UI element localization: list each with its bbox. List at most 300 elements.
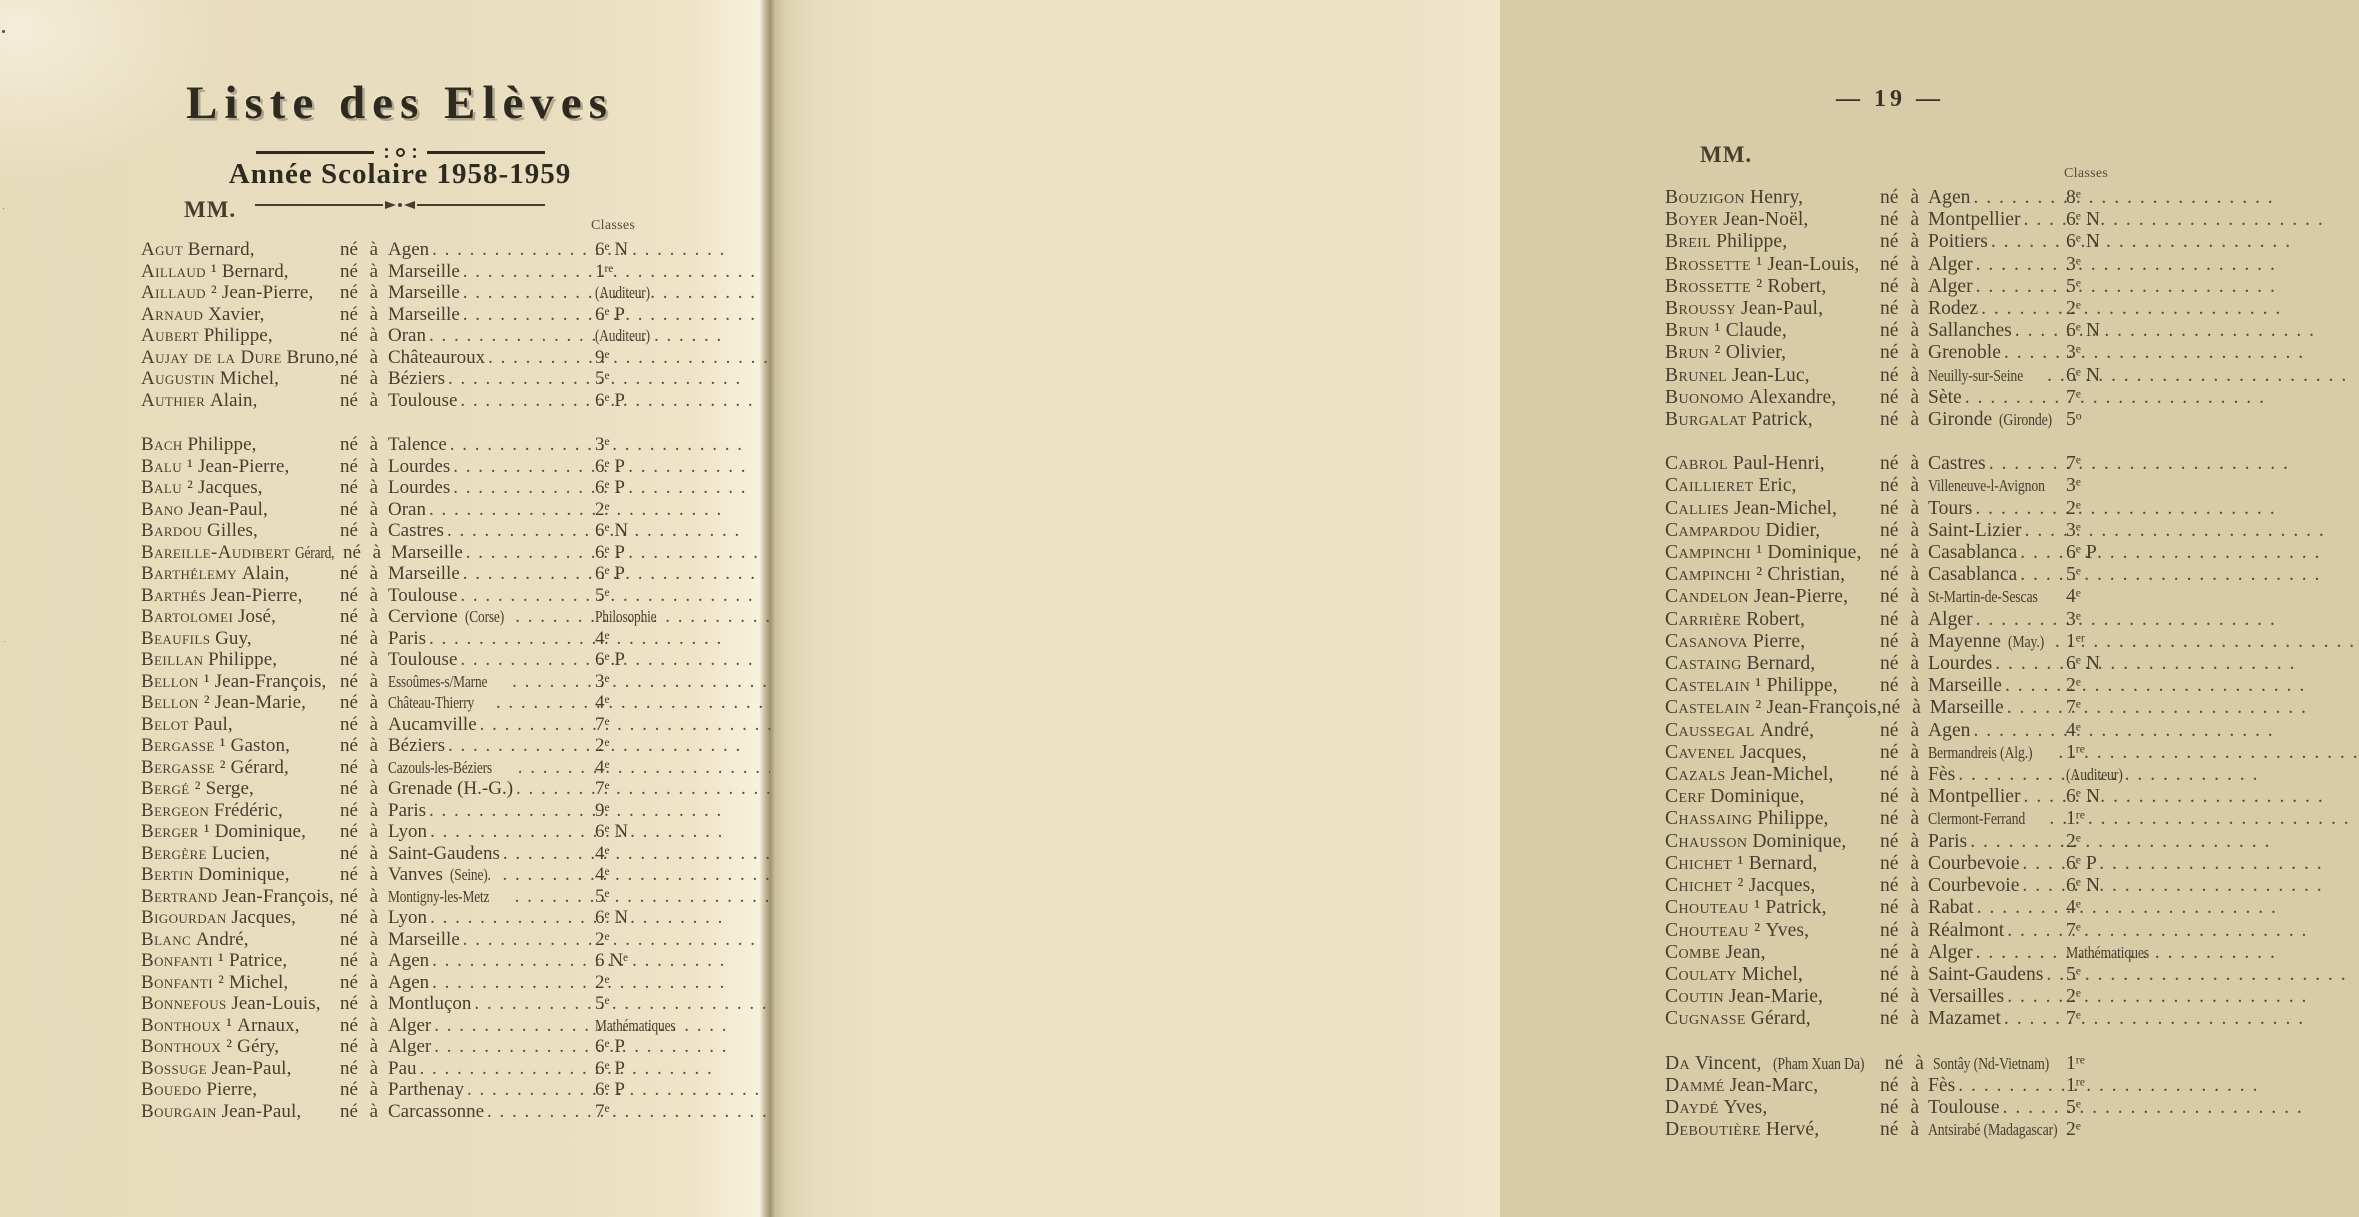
student-surname: Beillan: [141, 649, 204, 670]
born-label: né à: [1880, 986, 1920, 1008]
birthplace: Montpellier: [1928, 786, 2021, 808]
student-given-name: Jean-François,: [1766, 697, 1882, 719]
student-surname: Bach: [141, 434, 183, 455]
birthplace: Toulouse: [388, 584, 458, 606]
birthplace-cell: [388, 304, 595, 326]
born-label: né à: [1881, 697, 1921, 719]
student-row: [1665, 1008, 2215, 1030]
class-value: (Auditeur): [2066, 765, 2123, 785]
class-value: 6e P: [595, 455, 625, 477]
born-label: né à: [1880, 608, 1920, 630]
student-given-name: Jacques,: [1748, 875, 1816, 897]
student-row: [141, 1058, 701, 1080]
student-surname: Aubert: [141, 325, 199, 346]
born-label: né à: [1880, 630, 1920, 652]
student-surname: Callies: [1665, 497, 1730, 519]
student-given-name: Eric,: [1758, 475, 1797, 497]
student-name: [1665, 875, 1880, 897]
class-value: 3e: [2066, 475, 2082, 497]
student-row: [141, 993, 701, 1015]
student-surname: Brunel: [1665, 364, 1728, 386]
student-name: [141, 929, 340, 951]
born-label: né à: [340, 993, 379, 1014]
birthplace-cell: [388, 929, 595, 951]
student-row: [141, 563, 701, 585]
born-label: né à: [1880, 852, 1920, 874]
student-name: [141, 800, 340, 822]
born-label: né à: [1880, 719, 1920, 741]
birthplace-cell: [388, 477, 595, 499]
born-label: né à: [340, 670, 379, 692]
student-name: [141, 585, 340, 607]
dot-leader: [2055, 631, 2063, 653]
birthplace: Alger: [1928, 608, 1973, 630]
student-name: [141, 1079, 340, 1101]
student-given-name: Frédéric,: [213, 799, 283, 821]
birthplace-cell: [388, 456, 595, 478]
dot-leader: [1981, 298, 2063, 320]
ornament-dot: [398, 203, 402, 207]
student-name: [1665, 498, 1880, 520]
birthplace-cell: [1928, 942, 2066, 964]
student-name: [1665, 409, 1880, 431]
student-surname: Bouedo: [141, 1079, 202, 1100]
student-name: [1665, 764, 1880, 786]
birthplace-cell: [388, 757, 595, 779]
dot-leader: [463, 304, 592, 326]
student-surname: Candelon: [1665, 586, 1749, 608]
student-given-name: Patrice,: [228, 950, 288, 971]
student-name: [1665, 653, 1880, 675]
dot-leader: [503, 864, 592, 886]
birthplace-cell: [1928, 342, 2066, 364]
student-row: [1665, 831, 2215, 853]
birthplace: Fès: [1928, 1074, 1956, 1096]
birthplace-cell: [388, 993, 595, 1015]
student-surname: Beaufils: [141, 627, 211, 649]
birthplace-cell: [388, 1079, 595, 1101]
born-label: né à: [1880, 1096, 1920, 1118]
student-name: [141, 1101, 340, 1123]
birthplace-cell: [1928, 964, 2066, 986]
student-name: [141, 282, 340, 304]
dot-leader: [515, 886, 592, 908]
student-row: [1665, 675, 2215, 697]
born-label: né à: [1880, 275, 1920, 297]
student-given-name: Jean-Pierre,: [1753, 586, 1849, 608]
mm-label: MM.: [1700, 142, 1753, 167]
dot-leader: [1970, 831, 2063, 853]
student-given-name: Jean-Marie,: [1728, 986, 1824, 1008]
student-given-name: Michel,: [1741, 963, 1803, 985]
birthplace-cell: [1928, 764, 2066, 786]
student-given-name: Jean-Michel,: [1730, 764, 1834, 786]
student-name: [1665, 320, 1880, 342]
dot-leader: [447, 520, 592, 542]
born-label: né à: [340, 434, 379, 455]
birthplace-cell: [388, 1036, 595, 1058]
student-row: [1665, 875, 2215, 897]
dot-leader: [2024, 786, 2063, 808]
student-given-name: Jean-Marie,: [214, 692, 306, 713]
born-label: né à: [1880, 497, 1920, 519]
student-name: [1665, 720, 1880, 742]
born-label: né à: [340, 735, 379, 756]
student-surname: Chichet ²: [1665, 875, 1744, 897]
page-number: — 19 —: [1836, 86, 1944, 112]
student-surname: Bartolomei: [141, 606, 234, 627]
student-name: [1665, 697, 1882, 719]
student-row: [1665, 986, 2215, 1008]
student-surname: Barthés: [141, 584, 207, 606]
student-row: [1665, 387, 2215, 409]
school-year-subtitle: Année Scolaire 1958-1959: [228, 158, 572, 190]
class-value: 3e: [2066, 519, 2082, 541]
student-row: [141, 347, 701, 369]
student-surname: Bardou: [141, 520, 203, 541]
born-label: né à: [1880, 808, 1920, 830]
student-row: [141, 843, 701, 865]
student-row: [1665, 720, 2215, 742]
student-given-name: Jean-Paul,: [211, 1057, 292, 1079]
born-label: né à: [1880, 453, 1920, 475]
born-label: né à: [340, 346, 379, 368]
birthplace: Neuilly-sur-Seine: [1928, 365, 2024, 385]
student-row: [141, 585, 701, 607]
class-value: 5e: [2066, 1096, 2082, 1118]
student-name: [141, 778, 340, 800]
student-row: [1665, 631, 2215, 653]
student-surname: Bergère: [141, 842, 208, 864]
student-surname: Bossuge: [141, 1057, 208, 1079]
student-surname: Chausson: [1665, 830, 1748, 852]
student-name: [1665, 564, 1880, 586]
student-surname: Brun ¹: [1665, 320, 1721, 342]
student-name: [141, 477, 340, 499]
dot-leader: [2007, 697, 2063, 719]
student-name: [1665, 342, 1880, 364]
birthplace-cell: [388, 606, 595, 628]
birthplace: Alger: [1928, 253, 1973, 275]
dot-leader: [429, 628, 592, 650]
birthplace: Sontây (Nd-Vietnam): [1932, 1053, 2049, 1073]
born-label: né à: [340, 1057, 379, 1079]
student-surname: Bano: [141, 498, 184, 520]
student-given-name: José,: [237, 606, 276, 627]
class-value: 6e N: [2066, 231, 2101, 253]
student-name: [1665, 387, 1880, 409]
student-given-name: Dominique,: [214, 821, 306, 842]
birthplace-cell: [1928, 986, 2066, 1008]
ornament-line: [417, 204, 545, 206]
class-value: 7e: [2066, 386, 2082, 408]
student-name: [141, 606, 340, 628]
birthplace-cell: [391, 542, 595, 564]
classes-column-header: Classes: [591, 218, 636, 233]
born-label: né à: [1880, 830, 1920, 852]
student-name: [1665, 254, 1880, 276]
student-given-name: Dominique,: [198, 864, 290, 885]
student-name: [1665, 609, 1880, 631]
student-given-name: Jean-Marc,: [1729, 1074, 1819, 1096]
born-label: né à: [340, 928, 379, 950]
student-surname: Berger ¹: [141, 821, 210, 842]
birthplace: Paris: [388, 799, 426, 821]
born-label: né à: [340, 950, 379, 971]
born-label: né à: [1880, 231, 1920, 253]
birthplace-cell: [1928, 675, 2066, 697]
student-row: [141, 499, 701, 521]
class-value: 7e: [595, 1100, 610, 1122]
class-value: 6e N: [595, 907, 629, 928]
student-given-name: Jacques,: [198, 477, 263, 498]
dot-leader: [463, 282, 592, 304]
student-given-name: Guy,: [215, 627, 252, 649]
class-value: 6e P: [595, 389, 625, 411]
student-surname: Aujay de la Dure: [141, 346, 282, 368]
born-label: né à: [340, 756, 379, 778]
dot-leader: [2022, 875, 2063, 897]
born-label: né à: [1880, 1074, 1920, 1096]
student-group: [1665, 1053, 2215, 1142]
dot-leader: [2025, 520, 2063, 542]
dot-leader: [1995, 653, 2063, 675]
dot-leader: [516, 778, 592, 800]
birthplace-cell: [388, 843, 595, 865]
birthplace-cell: [1928, 720, 2066, 742]
student-row: [1665, 298, 2215, 320]
student-surname: Castaing: [1665, 653, 1742, 675]
arrow-left-icon: [404, 201, 415, 209]
birthplace-cell: [388, 735, 595, 757]
class-value: 2e: [595, 928, 610, 950]
student-given-name: Jean-Louis,: [1767, 253, 1860, 275]
student-row: [1665, 1053, 2215, 1075]
birthplace: Grenade (H.-G.): [388, 778, 514, 799]
student-surname: Bonthoux ¹: [141, 1014, 233, 1036]
birthplace: Oran: [388, 325, 426, 346]
page-right: [770, 0, 2150, 1217]
student-row: [1665, 320, 2215, 342]
student-surname: Barthélemy: [141, 563, 238, 584]
birthplace-cell: [388, 950, 595, 972]
birthplace: Agen: [388, 950, 430, 971]
birthplace: Alger: [1928, 941, 1973, 963]
birthplace: Clermont-Ferrand: [1928, 809, 2026, 829]
dot-leader: [503, 843, 592, 865]
student-list-right: [1665, 187, 2215, 1163]
dot-leader: [1958, 764, 2063, 786]
born-label: né à: [340, 563, 379, 584]
student-surname: Chouteau ¹: [1665, 897, 1761, 919]
student-name: [1665, 742, 1880, 764]
class-value: 9e: [595, 346, 610, 368]
student-name: [141, 390, 340, 412]
student-name: [1665, 853, 1880, 875]
born-label: né à: [340, 627, 379, 649]
student-given-name: Philippe,: [1757, 808, 1829, 830]
student-given-name: Dominique,: [1767, 542, 1862, 564]
birthplace: Antsirabé (Madagascar): [1928, 1120, 2058, 1140]
birthplace-cell: [1930, 697, 2066, 719]
birthplace-cell: [388, 520, 595, 542]
student-surname: Chichet ¹: [1665, 852, 1744, 874]
born-label: né à: [1880, 1119, 1920, 1141]
born-label: né à: [340, 1100, 379, 1122]
student-given-name: Patrick,: [1751, 409, 1813, 431]
page-title: Liste des Elèves: [186, 77, 614, 129]
birthplace: Grenoble: [1928, 342, 2001, 364]
birthplace: Lyon: [388, 821, 428, 842]
student-given-name: Paul,: [193, 713, 233, 735]
student-name: [141, 563, 340, 585]
born-label: né à: [1880, 564, 1920, 586]
birthplace-cell: [1928, 254, 2066, 276]
student-given-name: Philippe,: [1766, 675, 1838, 697]
student-name: [1665, 831, 1880, 853]
born-label: né à: [1880, 786, 1920, 808]
class-value: 2e: [2066, 986, 2082, 1008]
born-label: né à: [1880, 919, 1920, 941]
student-name: [1665, 920, 1880, 942]
birthplace: Cazouls-les-Béziers: [388, 757, 492, 777]
student-given-name: Yves,: [1765, 919, 1810, 941]
student-given-name: Olivier,: [1725, 342, 1787, 364]
student-given-name: Géry,: [237, 1036, 280, 1057]
birthplace-cell: [1928, 298, 2066, 320]
birthplace: Château-Thierry: [388, 693, 475, 712]
birthplace: Béziers: [388, 735, 445, 756]
student-surname: Casanova: [1665, 630, 1748, 652]
birthplace: Rodez: [1928, 298, 1979, 320]
class-value: 6e N: [2066, 875, 2101, 897]
student-surname: Coulaty: [1665, 963, 1737, 985]
student-name: [141, 907, 340, 929]
born-label: né à: [340, 649, 379, 670]
birthplace: Paris: [1928, 830, 1968, 852]
student-surname: Bellon ²: [141, 692, 210, 713]
born-label: né à: [1884, 1052, 1924, 1074]
page-left: [0, 0, 770, 1217]
birthplace-cell: [1928, 475, 2066, 497]
birthplace: Versailles: [1928, 986, 2005, 1008]
class-value: 6e P: [2066, 542, 2097, 564]
birthplace-cell: [1928, 1075, 2066, 1097]
student-surname: Brossette ¹: [1665, 253, 1763, 275]
class-value: 5e: [595, 993, 610, 1014]
class-value: 8e: [2066, 187, 2082, 208]
dot-leader: [1976, 942, 2063, 964]
student-name: [141, 972, 340, 994]
student-given-name: Jean-Paul,: [188, 498, 268, 520]
student-surname: Campinchi ¹: [1665, 542, 1763, 564]
class-value: 4e: [2066, 897, 2082, 919]
class-value: 1re: [2066, 1074, 2085, 1096]
class-value: 5e: [595, 368, 610, 389]
birthplace-cell: [1928, 1119, 2066, 1141]
student-row: [141, 456, 701, 478]
student-row: [1665, 342, 2215, 364]
class-value: 6e P: [595, 477, 625, 498]
class-value: 6e P: [595, 563, 625, 584]
student-name: [141, 714, 340, 736]
arrow-right-icon: [385, 201, 396, 209]
student-surname: Cabrol: [1665, 453, 1728, 475]
student-group: [141, 434, 701, 1122]
student-row: [1665, 187, 2215, 209]
student-surname: Chassaing: [1665, 808, 1753, 830]
student-name: [141, 692, 340, 714]
student-name: [1665, 986, 1880, 1008]
student-given-name: Philippe,: [1716, 231, 1788, 253]
student-row: [1665, 453, 2215, 475]
student-name: [1665, 1053, 1885, 1075]
born-label: né à: [1880, 542, 1920, 564]
born-label: né à: [1880, 875, 1920, 897]
ornament-circle: [396, 148, 405, 157]
student-row: [1665, 365, 2215, 387]
student-given-name: André,: [1759, 719, 1815, 741]
born-label: né à: [340, 692, 379, 713]
student-name: [141, 261, 340, 283]
birthplace-cell: [388, 649, 595, 671]
student-row: [141, 434, 701, 456]
birthplace: Marseille: [1929, 697, 2004, 719]
birthplace: Toulouse: [388, 649, 458, 670]
birthplace: Fès: [1928, 764, 1956, 786]
paper-specks: [2, 30, 5, 33]
student-surname: Combe: [1665, 941, 1721, 963]
born-label: né à: [340, 1079, 379, 1100]
student-given-name: Vincent,: [1694, 1052, 1762, 1074]
student-surname: Bonfanti ¹: [141, 950, 225, 971]
class-value: 6e P: [2066, 852, 2097, 874]
class-value: 6e P: [595, 649, 625, 670]
class-value: 1er: [2066, 630, 2085, 652]
birthplace-cell: [1928, 897, 2066, 919]
student-given-name: Robert,: [1746, 608, 1806, 630]
student-row: [141, 864, 701, 886]
birthplace: Rabat: [1928, 897, 1974, 919]
birthplace-note: (Gironde): [1999, 410, 2053, 430]
student-row: [1665, 764, 2215, 786]
student-given-name: Bernard,: [1746, 653, 1816, 675]
student-surname: Cugnasse: [1665, 1008, 1746, 1030]
dot-leader: [463, 563, 592, 585]
student-row: [141, 542, 701, 564]
student-surname: Aillaud ¹: [141, 260, 218, 282]
student-name: [1665, 586, 1880, 608]
born-label: né à: [340, 885, 379, 907]
student-given-name: Jean-Louis,: [231, 993, 321, 1014]
student-name: [141, 1058, 340, 1080]
student-given-name: Christian,: [1767, 564, 1846, 586]
dot-leader: [434, 1036, 592, 1058]
student-row: [141, 800, 701, 822]
student-given-name: Jean-Pierre,: [198, 455, 290, 477]
class-value: 5e: [2066, 564, 2082, 586]
student-surname: Broussy: [1665, 298, 1737, 320]
student-surname: Breil: [1665, 231, 1712, 253]
birthplace-cell: [388, 886, 595, 908]
birthplace-cell: [1928, 276, 2066, 298]
born-label: né à: [340, 821, 379, 842]
birthplace: Tours: [1928, 497, 1973, 519]
student-name-note: (Pham Xuan Da): [1773, 1053, 1865, 1073]
student-row: [141, 757, 701, 779]
birthplace: Agen: [1928, 187, 1971, 208]
student-row: [141, 520, 701, 542]
